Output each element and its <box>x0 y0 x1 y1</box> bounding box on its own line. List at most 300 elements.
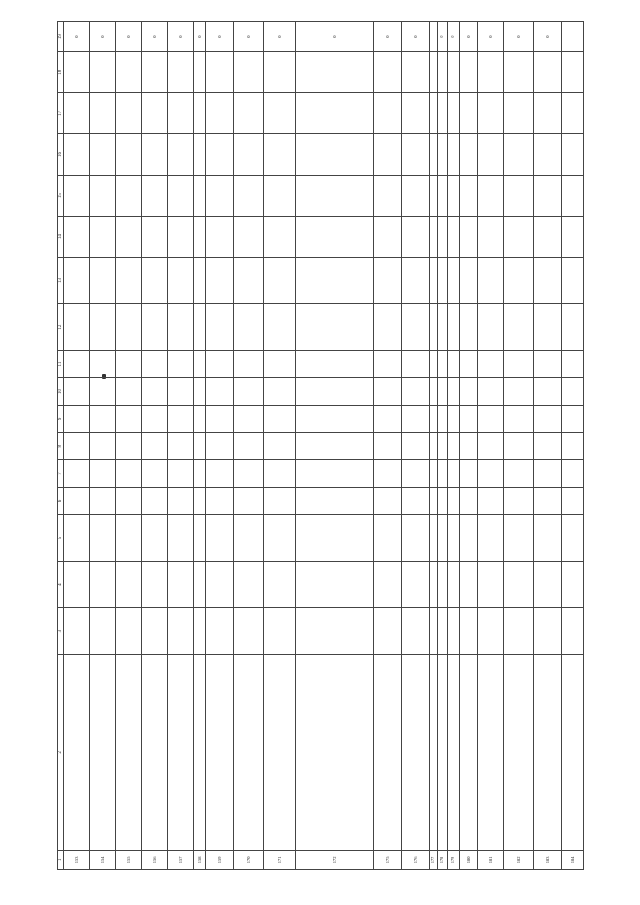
value-cell <box>534 93 562 134</box>
value-cell <box>478 460 504 487</box>
value-cell <box>194 134 206 175</box>
value-cell <box>562 22 584 52</box>
value-cell <box>116 134 142 175</box>
value-cell <box>448 405 460 432</box>
value-cell <box>478 561 504 608</box>
value-cell: 0 <box>534 22 562 52</box>
value-cell <box>402 378 430 405</box>
value-cell <box>562 175 584 216</box>
row-number: 184 <box>562 850 584 869</box>
value-cell <box>234 608 264 655</box>
value-cell <box>234 350 264 377</box>
value-cell <box>562 608 584 655</box>
value-cell <box>64 52 90 93</box>
header-cell: 18 <box>58 52 64 93</box>
value-cell <box>206 216 234 257</box>
value-cell <box>194 378 206 405</box>
header-cell: 6 <box>58 487 64 514</box>
value-cell <box>206 487 234 514</box>
value-cell <box>478 608 504 655</box>
value-cell <box>438 405 448 432</box>
value-cell <box>168 487 194 514</box>
value-cell <box>460 175 478 216</box>
value-cell <box>234 52 264 93</box>
value-cell <box>448 175 460 216</box>
value-cell <box>448 304 460 351</box>
value-cell <box>234 405 264 432</box>
row-description <box>402 654 430 850</box>
row-number: 176 <box>402 850 430 869</box>
row-description <box>430 654 438 850</box>
value-cell <box>504 433 534 460</box>
header-cell: 4 <box>58 561 64 608</box>
value-cell <box>504 350 534 377</box>
value-cell <box>438 378 448 405</box>
header-cell: 3 <box>58 608 64 655</box>
value-cell <box>142 134 168 175</box>
value-cell <box>460 257 478 304</box>
row-description <box>264 654 296 850</box>
value-cell <box>562 515 584 562</box>
value-cell <box>116 350 142 377</box>
table-row <box>168 22 194 870</box>
value-cell <box>438 433 448 460</box>
value-cell <box>90 350 116 377</box>
row-description <box>142 654 168 850</box>
value-cell <box>402 52 430 93</box>
header-cell: 13 <box>58 257 64 304</box>
value-cell <box>234 304 264 351</box>
value-cell <box>206 93 234 134</box>
table-row <box>534 22 562 870</box>
row-description <box>90 654 116 850</box>
value-cell <box>64 175 90 216</box>
row-description <box>296 654 374 850</box>
value-cell <box>234 433 264 460</box>
row-number: 172 <box>296 850 374 869</box>
value-cell <box>374 304 402 351</box>
row-description <box>504 654 534 850</box>
value-cell <box>64 561 90 608</box>
value-cell <box>478 175 504 216</box>
table-row <box>90 22 116 870</box>
value-cell <box>460 608 478 655</box>
value-cell <box>562 216 584 257</box>
value-cell <box>206 378 234 405</box>
row-description <box>116 654 142 850</box>
value-cell <box>534 460 562 487</box>
value-cell <box>90 52 116 93</box>
value-cell <box>206 134 234 175</box>
row-description <box>64 654 90 850</box>
value-cell <box>504 52 534 93</box>
value-cell <box>64 257 90 304</box>
value-cell <box>374 175 402 216</box>
value-cell <box>438 175 448 216</box>
value-cell <box>142 515 168 562</box>
value-cell <box>478 216 504 257</box>
value-cell <box>206 350 234 377</box>
value-cell <box>478 487 504 514</box>
value-cell <box>430 257 438 304</box>
value-cell <box>374 93 402 134</box>
row-number: 171 <box>264 850 296 869</box>
value-cell <box>478 433 504 460</box>
value-cell <box>142 608 168 655</box>
header-cell: 1 <box>58 850 64 869</box>
value-cell <box>194 52 206 93</box>
value-cell <box>430 52 438 93</box>
value-cell <box>430 460 438 487</box>
value-cell <box>168 460 194 487</box>
value-cell <box>234 561 264 608</box>
value-cell <box>534 405 562 432</box>
value-cell <box>430 561 438 608</box>
value-cell <box>504 134 534 175</box>
value-cell <box>90 433 116 460</box>
row-number: 179 <box>448 850 460 869</box>
value-cell <box>64 93 90 134</box>
value-cell <box>64 378 90 405</box>
value-cell <box>168 378 194 405</box>
value-cell <box>562 134 584 175</box>
value-cell <box>478 134 504 175</box>
value-cell <box>142 216 168 257</box>
value-cell <box>562 460 584 487</box>
value-cell <box>64 405 90 432</box>
value-cell <box>64 460 90 487</box>
value-cell <box>448 52 460 93</box>
value-cell <box>448 608 460 655</box>
value-cell <box>504 487 534 514</box>
value-cell <box>402 304 430 351</box>
value-cell <box>90 608 116 655</box>
value-cell <box>168 134 194 175</box>
row-number: 181 <box>478 850 504 869</box>
value-cell <box>430 433 438 460</box>
row-number: 180 <box>460 850 478 869</box>
value-cell <box>206 304 234 351</box>
value-cell <box>438 350 448 377</box>
value-cell <box>448 257 460 304</box>
value-cell <box>402 433 430 460</box>
value-cell <box>430 378 438 405</box>
value-cell <box>438 134 448 175</box>
value-cell <box>194 175 206 216</box>
value-cell <box>430 134 438 175</box>
header-cell: 17 <box>58 93 64 134</box>
value-cell <box>206 175 234 216</box>
value-cell <box>374 350 402 377</box>
header-cell: 8 <box>58 433 64 460</box>
value-cell <box>142 175 168 216</box>
value-cell <box>264 378 296 405</box>
value-cell <box>90 460 116 487</box>
table-row <box>64 22 90 870</box>
header-cell: 19 <box>58 22 64 52</box>
value-cell <box>194 608 206 655</box>
value-cell <box>264 608 296 655</box>
value-cell <box>90 304 116 351</box>
value-cell <box>90 487 116 514</box>
value-cell: 0 <box>296 22 374 52</box>
value-cell <box>168 561 194 608</box>
value-cell <box>460 378 478 405</box>
value-cell <box>64 433 90 460</box>
value-cell <box>206 561 234 608</box>
value-cell <box>142 405 168 432</box>
value-cell <box>296 608 374 655</box>
value-cell <box>64 304 90 351</box>
header-cell: 14 <box>58 216 64 257</box>
value-cell <box>142 561 168 608</box>
value-cell <box>142 433 168 460</box>
value-cell <box>296 433 374 460</box>
value-cell <box>402 561 430 608</box>
value-cell: 0 <box>504 22 534 52</box>
value-cell <box>264 433 296 460</box>
row-description <box>168 654 194 850</box>
value-cell <box>402 608 430 655</box>
value-cell <box>142 350 168 377</box>
value-cell: 0 <box>168 22 194 52</box>
value-cell <box>206 52 234 93</box>
value-cell <box>374 216 402 257</box>
header-cell: 15 <box>58 175 64 216</box>
value-cell <box>374 608 402 655</box>
value-cell <box>142 257 168 304</box>
value-cell <box>478 257 504 304</box>
value-cell <box>264 561 296 608</box>
value-cell <box>460 561 478 608</box>
value-cell <box>374 487 402 514</box>
value-cell <box>448 515 460 562</box>
value-cell <box>116 52 142 93</box>
value-cell <box>504 515 534 562</box>
value-cell <box>430 350 438 377</box>
value-cell <box>234 216 264 257</box>
value-cell <box>460 304 478 351</box>
value-cell <box>116 460 142 487</box>
value-cell <box>562 350 584 377</box>
value-cell <box>562 52 584 93</box>
value-cell <box>194 405 206 432</box>
value-cell <box>90 216 116 257</box>
value-cell <box>438 304 448 351</box>
value-cell <box>168 433 194 460</box>
value-cell <box>374 405 402 432</box>
value-cell <box>448 561 460 608</box>
value-cell <box>90 175 116 216</box>
table-row <box>460 22 478 870</box>
table-row <box>448 22 460 870</box>
value-cell <box>448 460 460 487</box>
value-cell <box>116 608 142 655</box>
value-cell <box>448 350 460 377</box>
value-cell <box>264 257 296 304</box>
row-number: 183 <box>534 850 562 869</box>
value-cell <box>534 433 562 460</box>
value-cell <box>264 175 296 216</box>
value-cell <box>64 216 90 257</box>
value-cell <box>264 52 296 93</box>
value-cell <box>264 405 296 432</box>
value-cell <box>234 515 264 562</box>
value-cell <box>534 561 562 608</box>
value-cell <box>402 350 430 377</box>
value-cell <box>116 405 142 432</box>
row-description <box>534 654 562 850</box>
table-body <box>58 22 584 870</box>
value-cell <box>116 515 142 562</box>
value-cell <box>438 460 448 487</box>
row-number: 155 <box>116 850 142 869</box>
value-cell: 0 <box>116 22 142 52</box>
value-cell <box>116 561 142 608</box>
table-row <box>206 22 234 870</box>
value-cell <box>168 257 194 304</box>
value-cell <box>534 257 562 304</box>
header-cell: 11 <box>58 350 64 377</box>
header-cell: 9 <box>58 405 64 432</box>
value-cell <box>116 93 142 134</box>
value-cell: 0 <box>478 22 504 52</box>
value-cell <box>206 433 234 460</box>
value-cell <box>460 93 478 134</box>
value-cell <box>448 216 460 257</box>
value-cell <box>264 134 296 175</box>
value-cell <box>296 460 374 487</box>
value-cell <box>504 216 534 257</box>
value-cell <box>116 378 142 405</box>
value-cell <box>194 433 206 460</box>
value-cell <box>448 487 460 514</box>
row-description <box>562 654 584 850</box>
value-cell <box>504 561 534 608</box>
value-cell <box>142 460 168 487</box>
value-cell <box>478 304 504 351</box>
value-cell <box>438 52 448 93</box>
value-cell <box>430 487 438 514</box>
value-cell <box>534 175 562 216</box>
value-cell <box>296 378 374 405</box>
value-cell <box>430 515 438 562</box>
value-cell <box>234 257 264 304</box>
value-cell <box>374 561 402 608</box>
row-number: 178 <box>438 850 448 869</box>
value-cell <box>296 175 374 216</box>
value-cell <box>374 134 402 175</box>
value-cell <box>562 93 584 134</box>
value-cell <box>534 216 562 257</box>
value-cell <box>448 433 460 460</box>
value-cell <box>534 52 562 93</box>
value-cell: 0 <box>206 22 234 52</box>
row-number: 159 <box>206 850 234 869</box>
value-cell <box>402 216 430 257</box>
value-cell <box>438 216 448 257</box>
header-cell: 7 <box>58 460 64 487</box>
value-cell <box>296 487 374 514</box>
value-cell <box>194 561 206 608</box>
value-cell <box>478 350 504 377</box>
row-description <box>460 654 478 850</box>
value-cell <box>142 378 168 405</box>
value-cell <box>402 487 430 514</box>
value-cell <box>374 460 402 487</box>
value-cell <box>264 93 296 134</box>
value-cell <box>142 52 168 93</box>
value-cell <box>264 350 296 377</box>
value-cell <box>296 405 374 432</box>
value-cell <box>438 608 448 655</box>
value-cell <box>430 93 438 134</box>
value-cell <box>438 487 448 514</box>
header-cell: 5 <box>58 515 64 562</box>
value-cell <box>562 257 584 304</box>
table-row <box>194 22 206 870</box>
value-cell <box>534 515 562 562</box>
value-cell <box>562 378 584 405</box>
value-cell: 0 <box>142 22 168 52</box>
value-cell: 0 <box>64 22 90 52</box>
value-cell <box>90 257 116 304</box>
value-cell <box>206 405 234 432</box>
value-cell <box>206 515 234 562</box>
header-cell: 10 <box>58 378 64 405</box>
table-row <box>504 22 534 870</box>
table-row <box>142 22 168 870</box>
value-cell: 0 <box>448 22 460 52</box>
row-description <box>448 654 460 850</box>
value-cell: 0 <box>374 22 402 52</box>
value-cell <box>460 52 478 93</box>
value-cell <box>168 405 194 432</box>
row-number: 170 <box>234 850 264 869</box>
table-row <box>478 22 504 870</box>
value-cell <box>460 405 478 432</box>
value-cell <box>460 433 478 460</box>
value-cell <box>430 608 438 655</box>
value-cell <box>90 378 116 405</box>
value-cell <box>194 257 206 304</box>
value-cell <box>206 608 234 655</box>
value-cell <box>234 134 264 175</box>
value-cell <box>116 257 142 304</box>
value-cell <box>374 257 402 304</box>
value-cell <box>438 561 448 608</box>
value-cell <box>142 487 168 514</box>
value-cell <box>374 52 402 93</box>
value-cell <box>562 405 584 432</box>
value-cell <box>264 460 296 487</box>
value-cell <box>430 22 438 52</box>
row-number: 177 <box>430 850 438 869</box>
value-cell: 0 <box>264 22 296 52</box>
value-cell <box>206 460 234 487</box>
value-cell <box>504 257 534 304</box>
value-cell <box>234 487 264 514</box>
value-cell <box>64 350 90 377</box>
value-cell <box>402 405 430 432</box>
table-row <box>402 22 430 870</box>
value-cell <box>296 257 374 304</box>
value-cell <box>296 93 374 134</box>
value-cell <box>194 460 206 487</box>
value-cell <box>90 561 116 608</box>
row-description <box>234 654 264 850</box>
value-cell <box>264 515 296 562</box>
